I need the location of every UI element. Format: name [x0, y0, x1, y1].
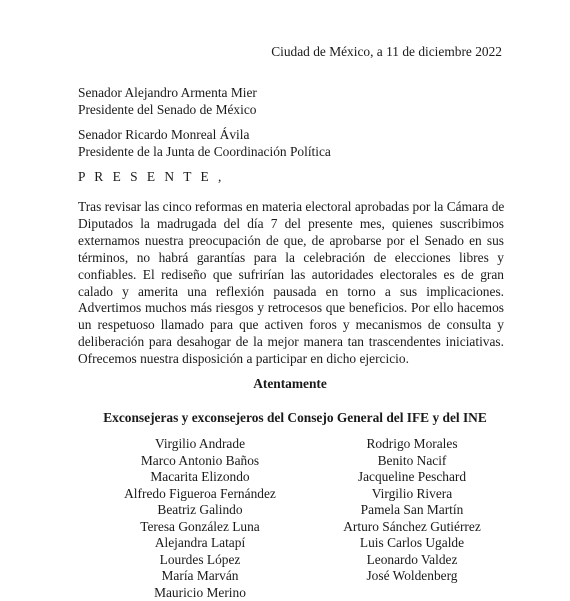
signatory-name: José Woldenberg: [312, 568, 512, 585]
body-line: Diputados la madrugada del día 7 del presente mes, quienes suscribimos: [78, 216, 504, 233]
signatory-name: Jacqueline Peschard: [312, 469, 512, 486]
body-line: Tras revisar las cinco reformas en materia electoral aprobadas por la Cámara de: [78, 199, 504, 216]
recipient-2: [78, 126, 331, 160]
signatory-name: Virgilio Andrade: [100, 436, 300, 453]
body-line: externamos nuestra preocupación de que, de aprobarse por el Senado en sus: [78, 233, 504, 250]
signatories-left-column: [100, 436, 300, 601]
recipient-1-name: Senador Alejandro Armenta Mier: [78, 84, 257, 101]
signatory-name: Arturo Sánchez Gutiérrez: [312, 519, 512, 536]
body-line: calado y amerita una reflexión pausada en torno a sus implicaciones.: [78, 284, 504, 301]
body-line: Advertimos muchos más riesgos y retrocesos que beneficios. Por ello hacemos: [78, 300, 504, 317]
date-line: Ciudad de México, a 11 de diciembre 2022: [271, 44, 502, 60]
recipient-2-name: Senador Ricardo Monreal Ávila: [78, 126, 331, 143]
signatory-name: Leonardo Valdez: [312, 552, 512, 569]
salutation: P R E S E N T E ,: [78, 169, 224, 185]
signatory-name: Pamela San Martín: [312, 502, 512, 519]
body-line: deliberación para desahogar de la mejor manera tan trascendentes iniciativas.: [78, 334, 504, 351]
body-line: un respetuoso llamado para que activen foros y mecanismos de consulta y: [78, 317, 504, 334]
signatories-right-column: [312, 436, 512, 585]
signatory-group-heading: Exconsejeras y exconsejeros del Consejo General del IFE y del INE: [10, 410, 570, 426]
signatory-name: Alfredo Figueroa Fernández: [100, 486, 300, 503]
body-line: Ofrecemos nuestra disposición a participar en dicho ejercicio.: [78, 351, 504, 368]
signatory-name: Lourdes López: [100, 552, 300, 569]
body-line: confiables. El rediseño que sufrirían las autoridades electorales es de gran: [78, 267, 504, 284]
recipient-1: [78, 84, 257, 118]
signatory-name: Rodrigo Morales: [312, 436, 512, 453]
signatory-name: Virgilio Rivera: [312, 486, 512, 503]
letter-body: [78, 199, 504, 368]
signatory-name: Macarita Elizondo: [100, 469, 300, 486]
signatory-name: Alejandra Latapí: [100, 535, 300, 552]
signatory-name: Benito Nacif: [312, 453, 512, 470]
signatory-name: Luis Carlos Ugalde: [312, 535, 512, 552]
closing: Atentamente: [5, 376, 570, 392]
body-line: términos, no habrá garantías para la celebración de elecciones libres y: [78, 250, 504, 267]
signatory-name: Marco Antonio Baños: [100, 453, 300, 470]
signatory-name: Mauricio Merino: [100, 585, 300, 601]
signatory-name: Teresa González Luna: [100, 519, 300, 536]
signatory-name: María Marván: [100, 568, 300, 585]
signatory-name: Beatriz Galindo: [100, 502, 300, 519]
recipient-1-title: Presidente del Senado de México: [78, 101, 257, 118]
recipient-2-title: Presidente de la Junta de Coordinación Política: [78, 143, 331, 160]
